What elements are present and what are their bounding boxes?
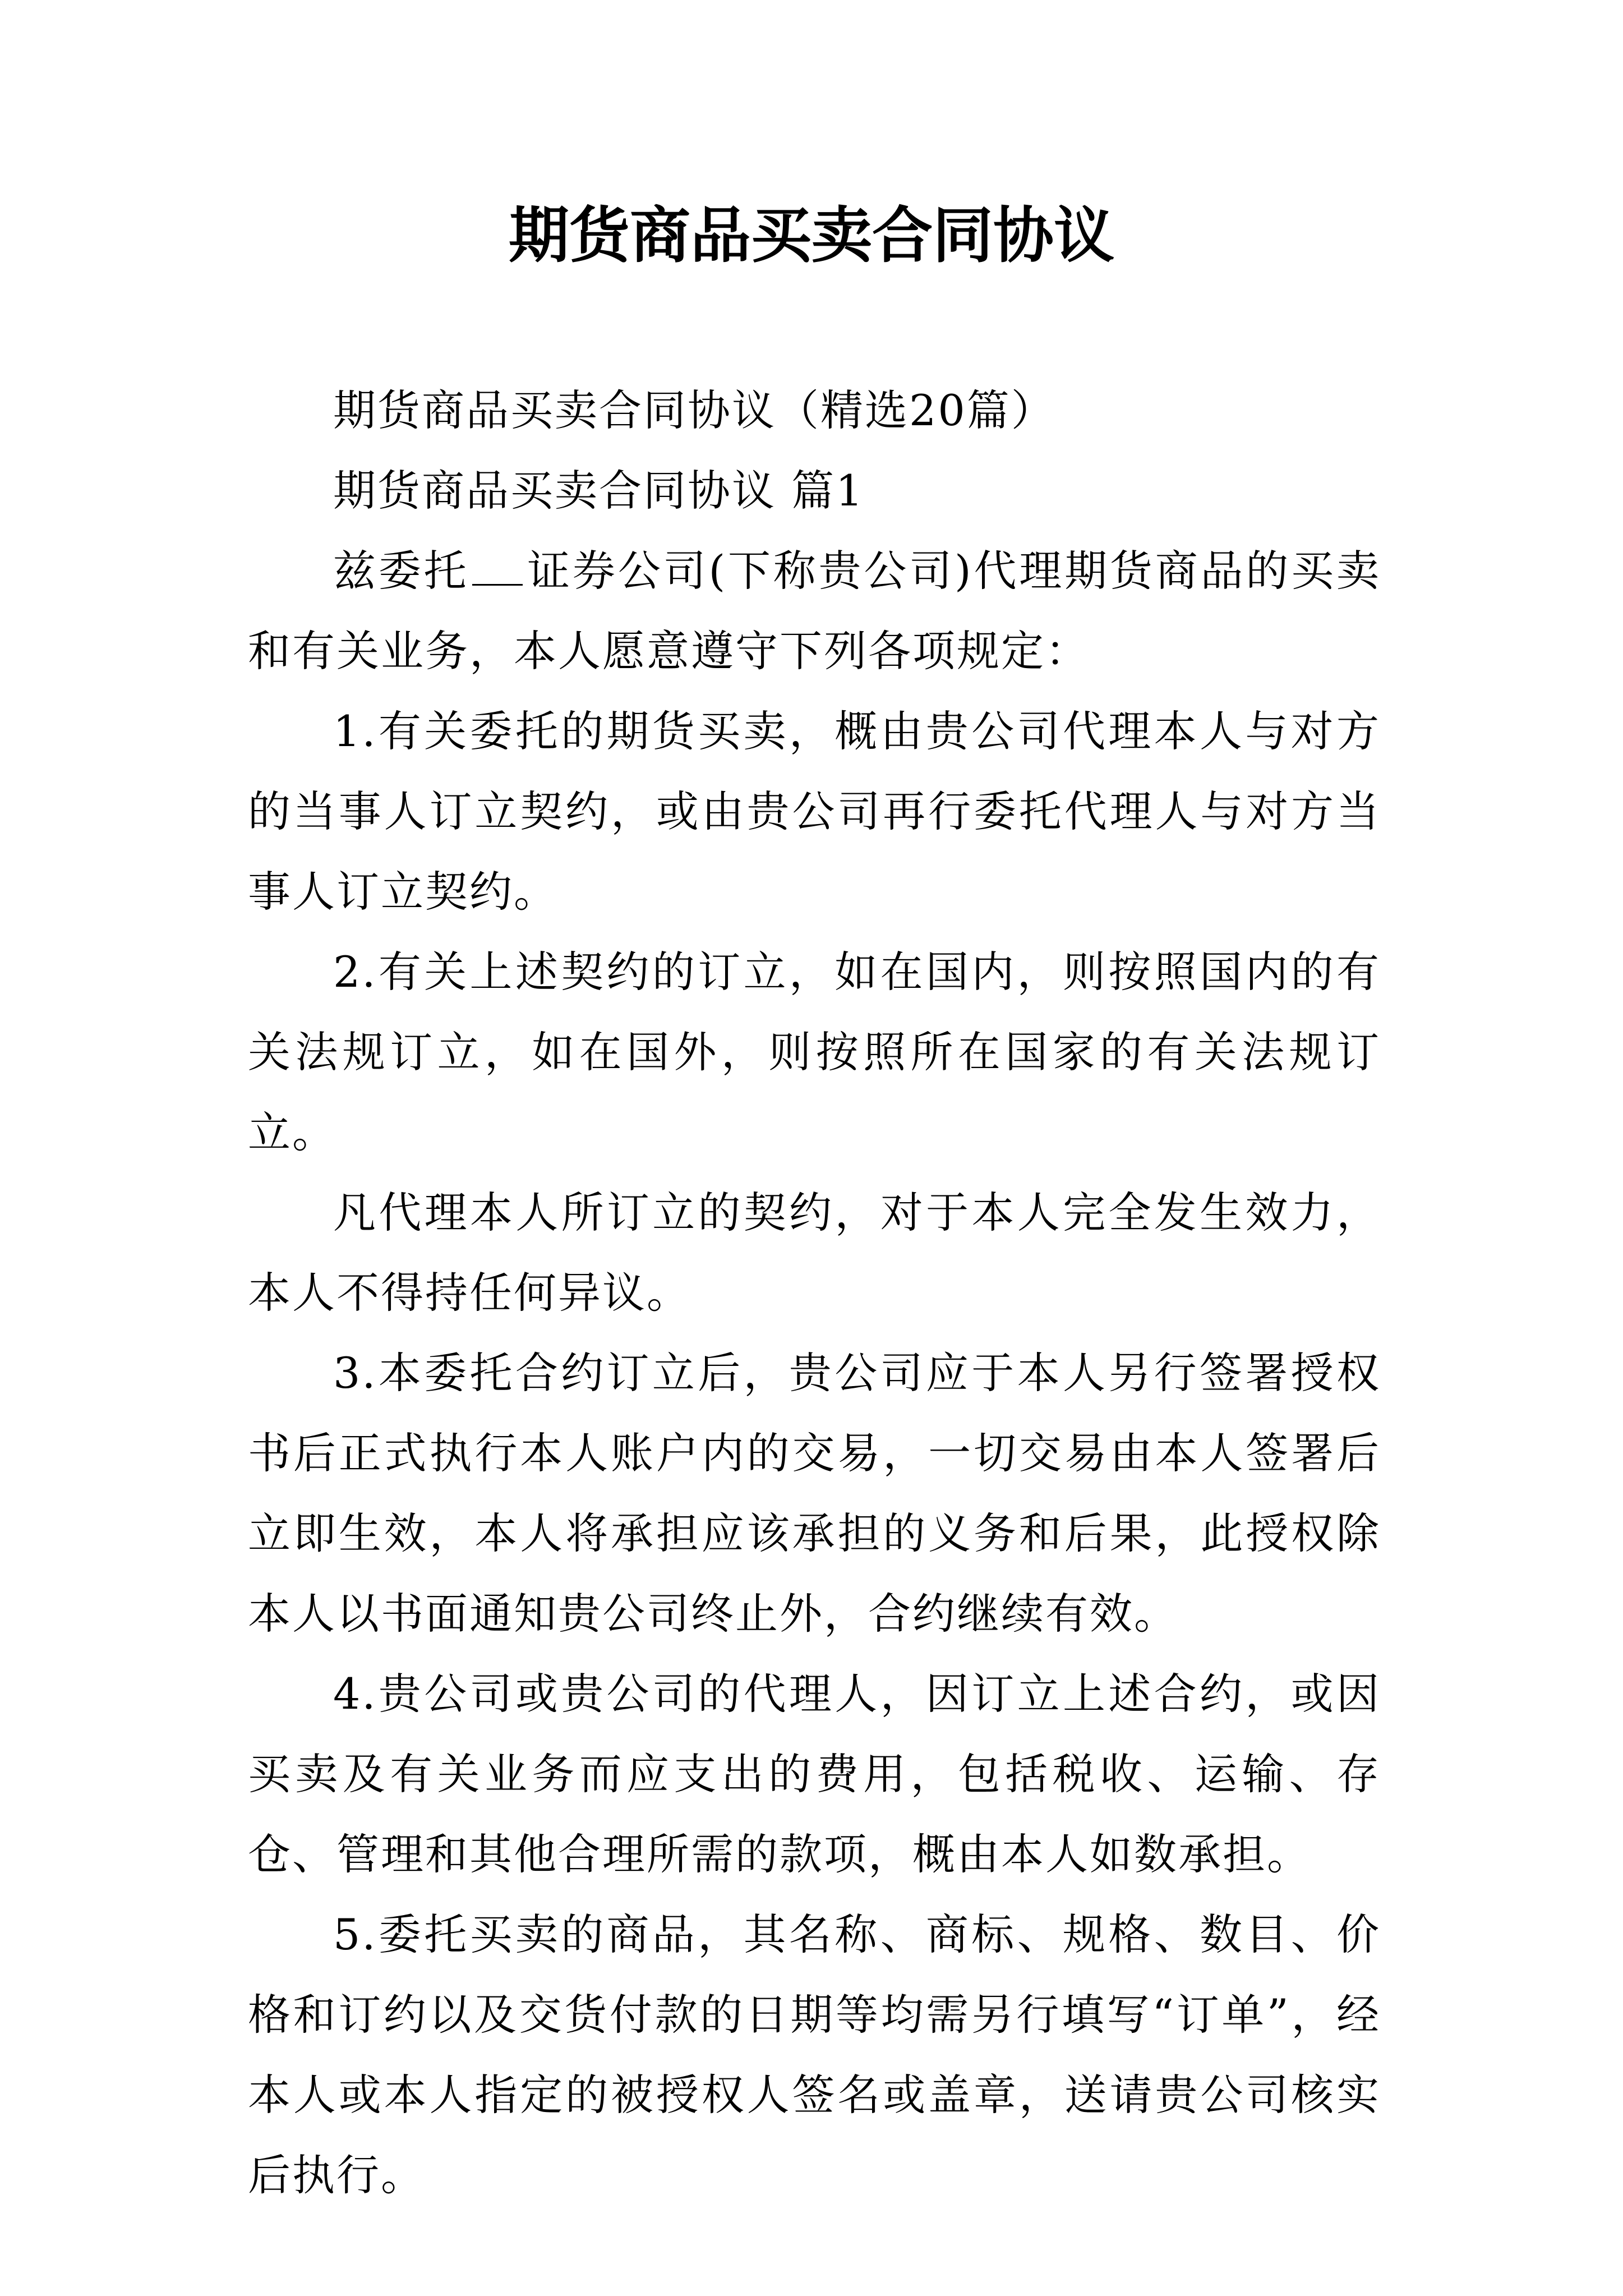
paragraph-5: 5.委托买卖的商品，其名称、商标、规格、数目、价格和订约以及交货付款的日期等均需另行填写“订单”，经本人或本人指定的被授权人签名或盖章，送请贵公司核实后执行。 [248,1910,1381,2200]
section-heading: 期货商品买卖合同协议 篇1 [333,466,865,516]
intro-text-before-blank: 兹委托 [333,546,469,596]
document-body [248,370,1381,2215]
paragraph-effect: 凡代理本人所订立的契约，对于本人完全发生效力，本人不得持任何异议。 [248,1188,1381,1318]
document-title: 期货商品买卖合同协议 [508,200,1114,271]
subtitle-line: 期货商品买卖合同协议（精选20篇） [333,385,1055,435]
intro-text-after-blank: 证券公司(下称贵公司)代理期货商品的买卖和有关业务，本人愿意遵守下列各项规定： [248,546,1381,676]
paragraph-1: 1.有关委托的期货买卖，概由贵公司代理本人与对方的当事人订立契约，或由贵公司再行委托代理人与对方当事人订立契约。 [248,706,1381,917]
paragraph-2: 2.有关上述契约的订立，如在国内，则按照国内的有关法规订立，如在国外，则按照所在国家的有关法规订立。 [248,947,1381,1157]
paragraph-3: 3.本委托合约订立后，贵公司应于本人另行签署授权书后正式执行本人账户内的交易，一切交易由本人签署后立即生效，本人将承担应该承担的义务和后果，此授权除本人以书面通知贵公司终止外，合约继续有效。 [248,1348,1381,1639]
intro-paragraph [248,531,1381,691]
paragraph-4: 4.贵公司或贵公司的代理人，因订立上述合约，或因买卖及有关业务而应支出的费用，包括税收、运输、存仓、管理和其他合理所需的款项，概由本人如数承担。 [248,1669,1381,1879]
fill-in-blank [472,550,523,586]
